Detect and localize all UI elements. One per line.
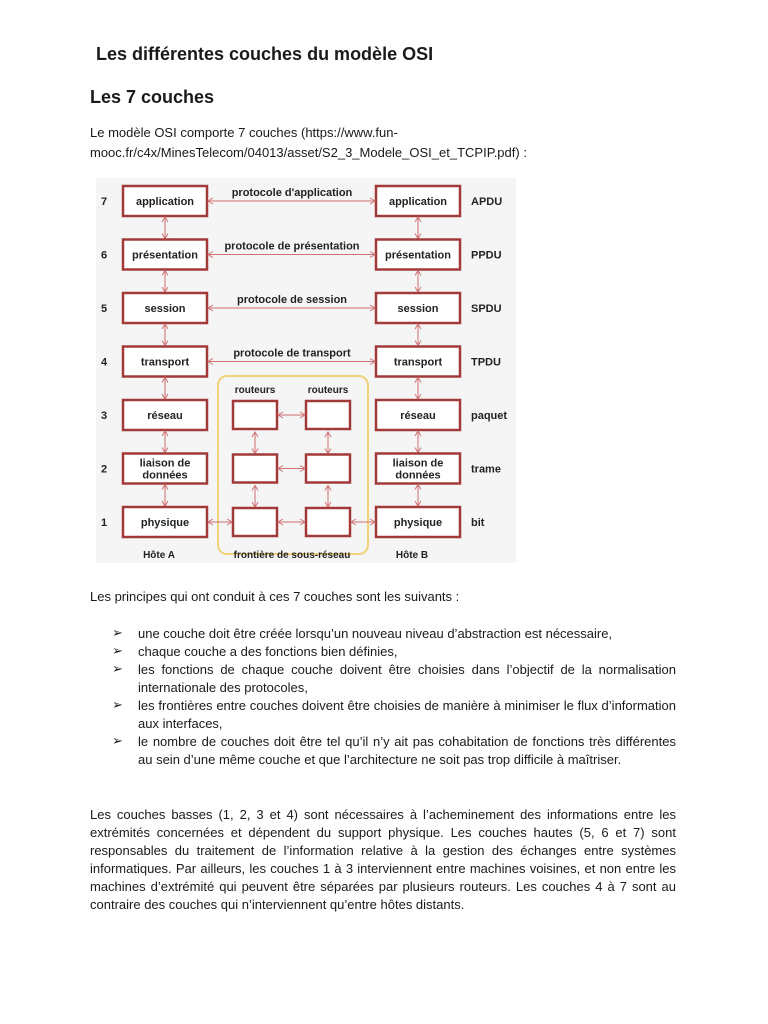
protocol-label: protocole de session: [236, 294, 348, 306]
layer-number: 3: [100, 410, 108, 422]
protocol-label: protocole de présentation: [224, 240, 360, 253]
layer-number: 7: [100, 196, 108, 208]
list-item: ➢ les frontières entre couches doivent être choisies de manière à minimiser le flux d’information aux interfaces,: [112, 698, 676, 731]
host-b-layer-label: physique: [393, 517, 443, 529]
host-a-layer-label: physique: [140, 517, 190, 529]
subnet-label: frontière de sous-réseau: [233, 550, 351, 561]
arrow-bullet-icon: ➢: [112, 734, 123, 749]
host-a-layer-label: réseau: [147, 410, 183, 422]
layers-paragraph: Les couches basses (1, 2, 3 et 4) sont nécessaires à l’acheminement des informations entre les extrémités concernées et dépendent du support physique. Les couches hautes (5, 6 et 7) sont responsables du traitement de l’information relative à la gestion des échanges entre systèmes informatiques. Par ailleurs, les couches 1 à 3 interviennent entre machines voisines, et non entre les machines d’extrémité qui peuvent être séparées par plusieurs routeurs. Les couches 4 à 7 sont au contraire des couches qui n’interviennent qu’entre hôtes distants.: [90, 807, 676, 912]
router-box: [233, 508, 277, 536]
host-b-layer-label: application: [388, 196, 448, 208]
layer-number: 6: [100, 249, 108, 262]
pdu-label: paquet: [471, 410, 508, 422]
host-a-label: Hôte A: [143, 550, 175, 561]
pdu-label: PPDU: [471, 249, 502, 262]
list-item: ➢ chaque couche a des fonctions bien définies,: [112, 644, 398, 659]
protocol-label: protocole de transport: [233, 347, 351, 360]
host-b-layer-label: présentation: [384, 249, 452, 262]
router-box: [306, 508, 350, 536]
host-b-label: Hôte B: [395, 550, 429, 561]
arrow-bullet-icon: ➢: [112, 626, 123, 641]
router-label: routeurs: [307, 385, 349, 396]
host-a-layer-label: application: [135, 196, 195, 208]
layer-number: 5: [100, 303, 108, 315]
arrow-bullet-icon: ➢: [112, 698, 123, 713]
layer-number: 1: [100, 517, 108, 529]
list-item: ➢ une couche doit être créée lorsqu’un nouveau niveau d’abstraction est nécessaire,: [112, 626, 613, 641]
pdu-label: trame: [471, 463, 501, 476]
arrow-bullet-icon: ➢: [112, 644, 123, 659]
router-label: routeurs: [234, 385, 276, 396]
pdu-label: TPDU: [471, 356, 501, 369]
host-b-layer-label: données: [395, 469, 441, 482]
host-b-layer-label: session: [397, 303, 439, 315]
layer-number: 2: [100, 463, 108, 476]
host-b-layer-label: transport: [393, 356, 443, 369]
osi-diagram: [96, 178, 516, 563]
router-box: [233, 455, 277, 483]
page-title: Les différentes couches du modèle OSI: [96, 44, 434, 64]
list-item: ➢ le nombre de couches doit être tel qu’il n’y ait pas cohabitation de fonctions très différentes au sein d’une même couche et que l’architecture ne soit pas trop difficile à maîtriser.: [112, 734, 676, 767]
host-a-layer-label: données: [142, 469, 188, 482]
section-title: Les 7 couches: [90, 87, 215, 107]
router-box: [306, 455, 350, 483]
host-a-layer-label: présentation: [131, 249, 199, 262]
host-a-layer-label: session: [144, 303, 186, 315]
arrow-bullet-icon: ➢: [112, 662, 123, 677]
pdu-label: bit: [471, 517, 485, 529]
pdu-label: SPDU: [471, 303, 502, 315]
host-b-layer-label: réseau: [400, 410, 436, 422]
pdu-label: APDU: [471, 196, 503, 208]
principles-intro: Les principes qui ont conduit à ces 7 couches sont les suivants :: [90, 589, 460, 604]
protocol-label: protocole d'application: [231, 187, 353, 199]
router-box: [306, 401, 350, 429]
host-b-layer-label: liaison de: [392, 457, 444, 470]
list-item: ➢ les fonctions de chaque couche doivent être choisies dans l’objectif de la normalisation internationale des protocoles,: [112, 662, 676, 695]
host-a-layer-label: liaison de: [139, 457, 191, 470]
router-box: [233, 401, 277, 429]
layer-number: 4: [100, 356, 108, 369]
principles-list: [90, 625, 676, 769]
intro-paragraph: Le modèle OSI comporte 7 couches (https://www.fun-mooc.fr/c4x/MinesTelecom/04013/asset/S2_3_Modele_OSI_et_TCPIP.pdf) :: [90, 125, 527, 160]
host-a-layer-label: transport: [140, 356, 190, 369]
